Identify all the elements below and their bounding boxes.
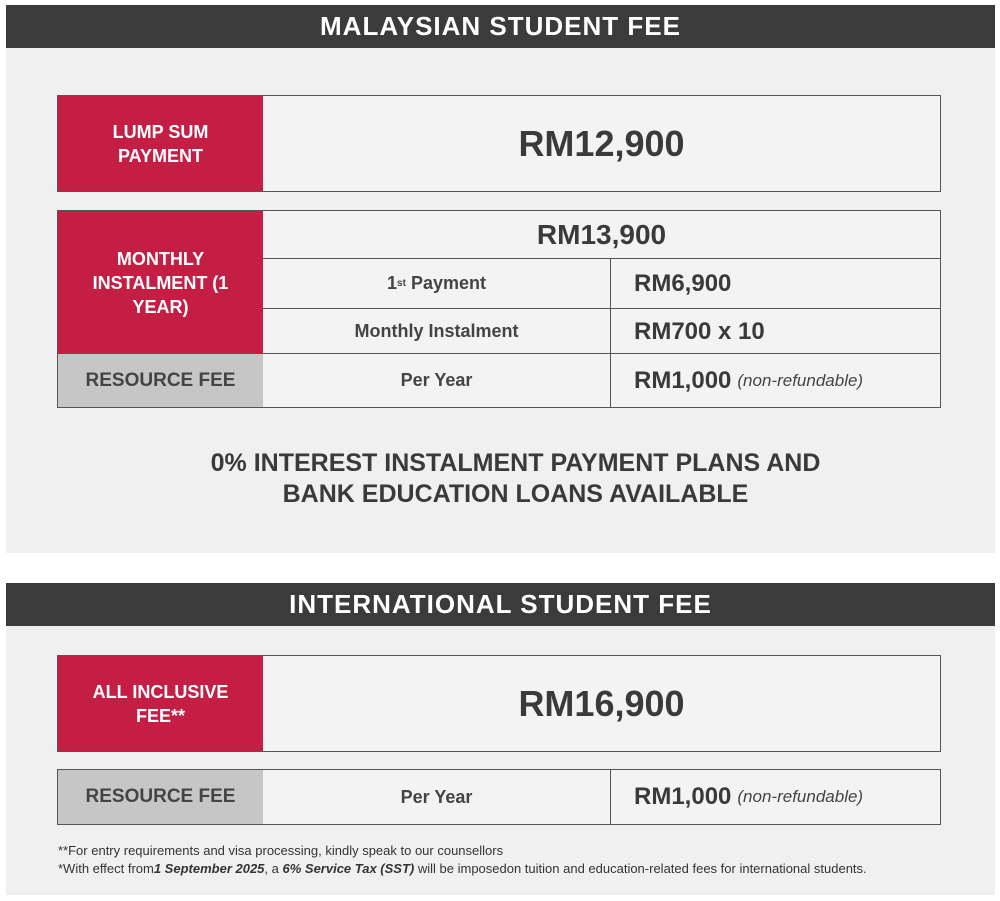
lump-sum-label: LUMP SUM PAYMENT	[58, 96, 263, 191]
monthly-instalment-value: RM700 x 10	[634, 317, 765, 345]
lump-sum-value: RM12,900	[518, 122, 685, 164]
malaysian-title: MALAYSIAN STUDENT FEE	[320, 11, 681, 41]
monthly-total: RM13,900	[536, 219, 667, 250]
lump-sum-box	[57, 95, 941, 192]
first-payment-label: 1 st Payment	[387, 273, 486, 293]
first-payment-value: RM6,900	[634, 269, 732, 297]
footnote-entry: **For entry requirements and visa processing, kindly speak to our counsellors	[58, 843, 504, 858]
intl-resource-value: RM1,000 (non-refundable)	[634, 783, 864, 810]
international-header	[6, 583, 995, 626]
inclusive-box	[57, 655, 941, 752]
malaysian-header	[6, 5, 995, 48]
resource-value: RM1,000 (non-refundable)	[634, 366, 864, 394]
international-title: INTERNATIONAL STUDENT FEE	[289, 589, 712, 619]
intl-resource-box	[57, 769, 941, 825]
inclusive-value: RM16,900	[518, 682, 685, 724]
divider	[610, 259, 611, 407]
monthly-label: MONTHLY INSTALMENT (1 YEAR)	[58, 211, 263, 354]
intl-resource-period: Per Year	[400, 786, 473, 807]
monthly-instalment-label: Monthly Instalment	[354, 321, 519, 341]
monthly-box	[57, 210, 941, 408]
inclusive-label: ALL INCLUSIVE FEE**	[58, 656, 263, 751]
resource-period: Per Year	[400, 370, 473, 390]
footnote-sst: *With effect from1 September 2025, a 6% Service Tax (SST) will be imposedon tuition and education-related fees for international students.	[58, 861, 867, 876]
interest-banner: 0% INTEREST INSTALMENT PAYMENT PLANS AND BANK EDUCATION LOANS AVAILABLE	[210, 449, 821, 508]
intl-resource-label: RESOURCE FEE	[58, 770, 263, 824]
resource-fee-label: RESOURCE FEE	[58, 354, 263, 407]
